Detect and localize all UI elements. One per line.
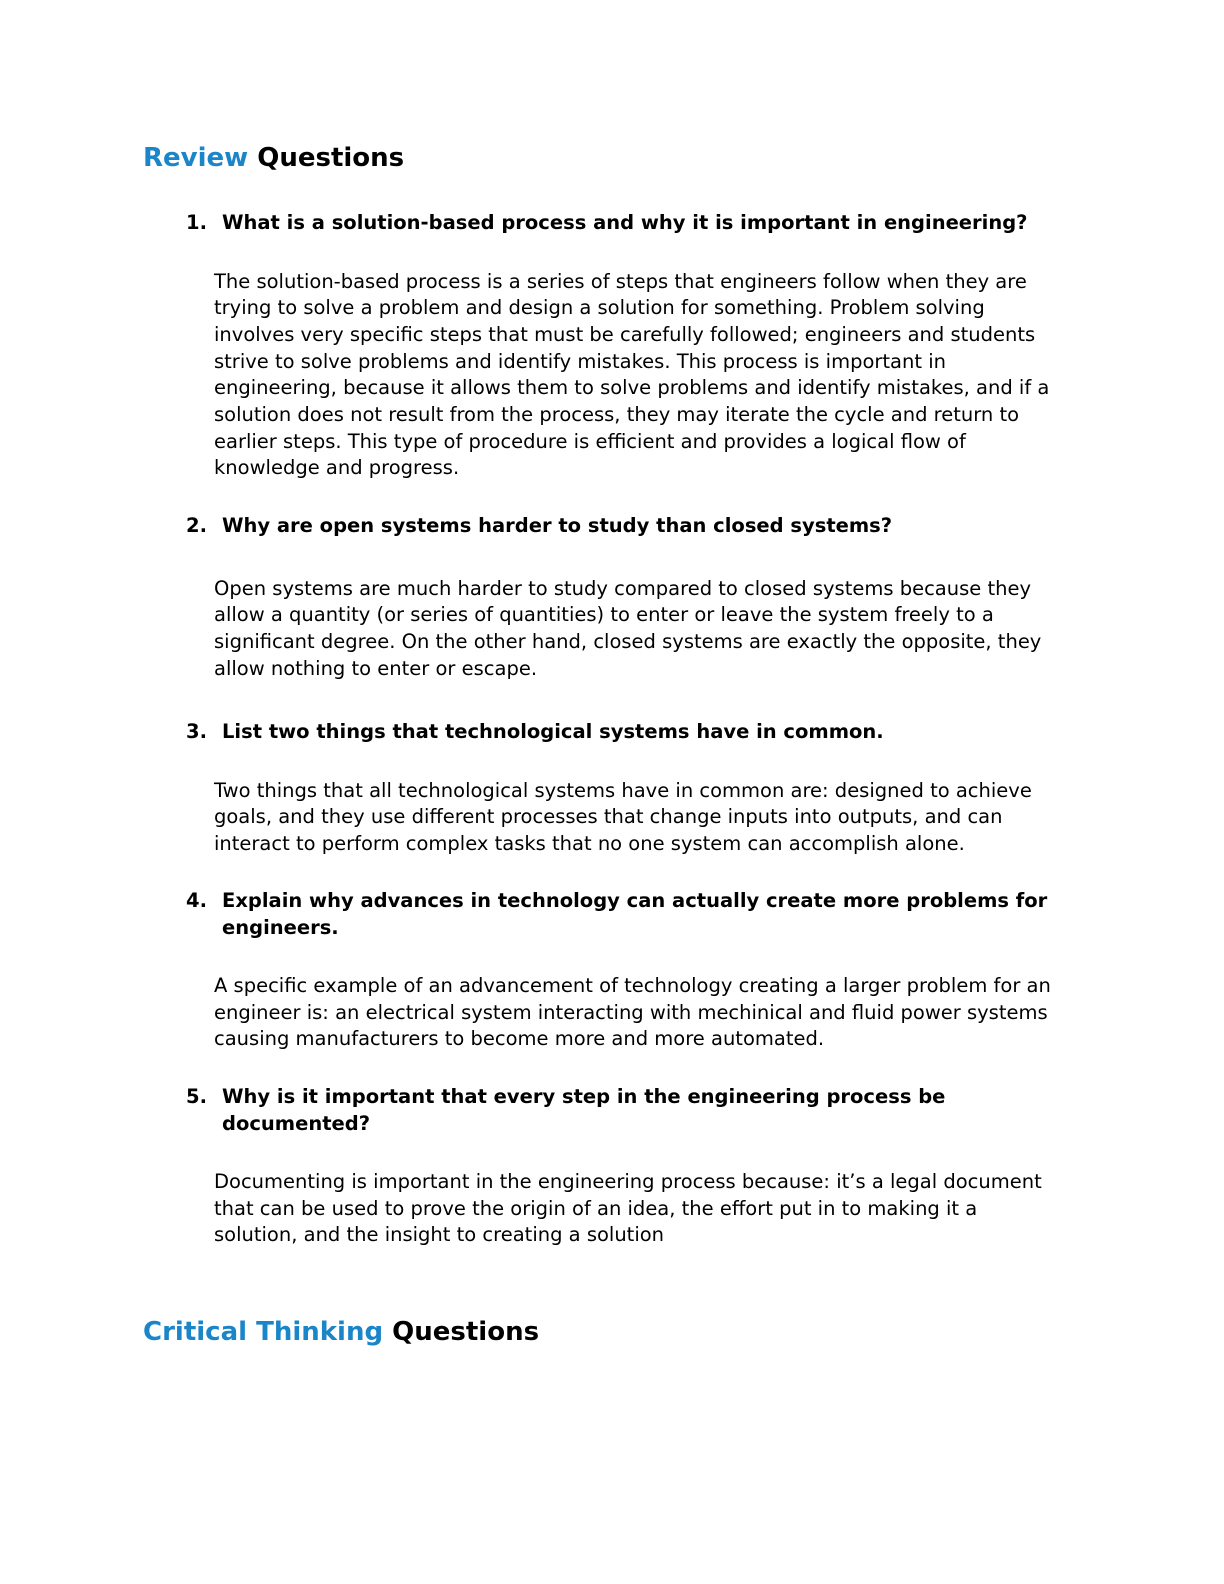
heading-accent-word: Review xyxy=(143,143,249,173)
heading-accent-word: Critical Thinking xyxy=(143,1317,384,1347)
review-questions-heading xyxy=(143,142,404,174)
question-item-3 xyxy=(186,719,1066,858)
critical-thinking-questions-heading xyxy=(143,1316,539,1348)
answer-text: The solution-based process is a series of steps that engineers follow when they are trying to solve a problem and design a solution for something. Problem solving involves very specific steps that must be carefully followed; engineers and students strive to solve problems and identify mistakes. This process is important in engineering, because it allows them to solve problems and identify mistakes, and if a solution does not result from the process, they may iterate the cycle and return to earlier steps. This type of procedure is efficient and provides a logical flow of knowledge and progress. xyxy=(214,269,1050,480)
question-item-4 xyxy=(186,888,1066,1053)
question-number: 4. xyxy=(186,889,207,912)
question-number: 1. xyxy=(186,211,207,234)
answer-text: Open systems are much harder to study compared to closed systems because they allow a quantity (or series of quantities) to enter or leave the system freely to a significant degree. On the other hand, closed systems are exactly the opposite, they allow nothing to enter or escape. xyxy=(214,576,1042,680)
question-title xyxy=(186,719,1066,746)
question-title xyxy=(186,210,1066,237)
question-text: Why are open systems harder to study than closed systems? xyxy=(222,514,893,537)
question-item-1 xyxy=(186,210,1066,482)
question-text: What is a solution-based process and why it is important in engineering? xyxy=(222,211,1028,234)
answer-text: Two things that all technological systems have in common are: designed to achieve goals, and they use different processes that change inputs into outputs, and can interact to perform complex tasks that no one system can accomplish alone. xyxy=(214,778,1032,855)
question-text: Why is it important that every step in the engineering process be documented? xyxy=(222,1085,946,1135)
question-title xyxy=(186,888,1066,941)
question-number: 3. xyxy=(186,720,207,743)
question-title xyxy=(186,1084,1066,1137)
question-item-2 xyxy=(186,513,1066,682)
answer-text: Documenting is important in the engineering process because: it’s a legal document that can be used to prove the origin of an idea, the effort put in to making it a solution, and the insight to creating a solution xyxy=(214,1170,1042,1247)
question-number: 5. xyxy=(186,1085,207,1108)
question-text: Explain why advances in technology can actually create more problems for engineers. xyxy=(222,889,1048,939)
question-number: 2. xyxy=(186,514,207,537)
question-item-5 xyxy=(186,1084,1066,1249)
question-text: List two things that technological systems have in common. xyxy=(222,720,884,743)
heading-rest-word: Questions xyxy=(392,1317,540,1347)
heading-rest-word: Questions xyxy=(257,143,405,173)
answer-text: A specific example of an advancement of technology creating a larger problem for an engineer is: an electrical system interacting with mechinical and fluid power systems causing manufacturers to become more and more automated. xyxy=(214,974,1051,1051)
question-title xyxy=(186,513,1066,540)
